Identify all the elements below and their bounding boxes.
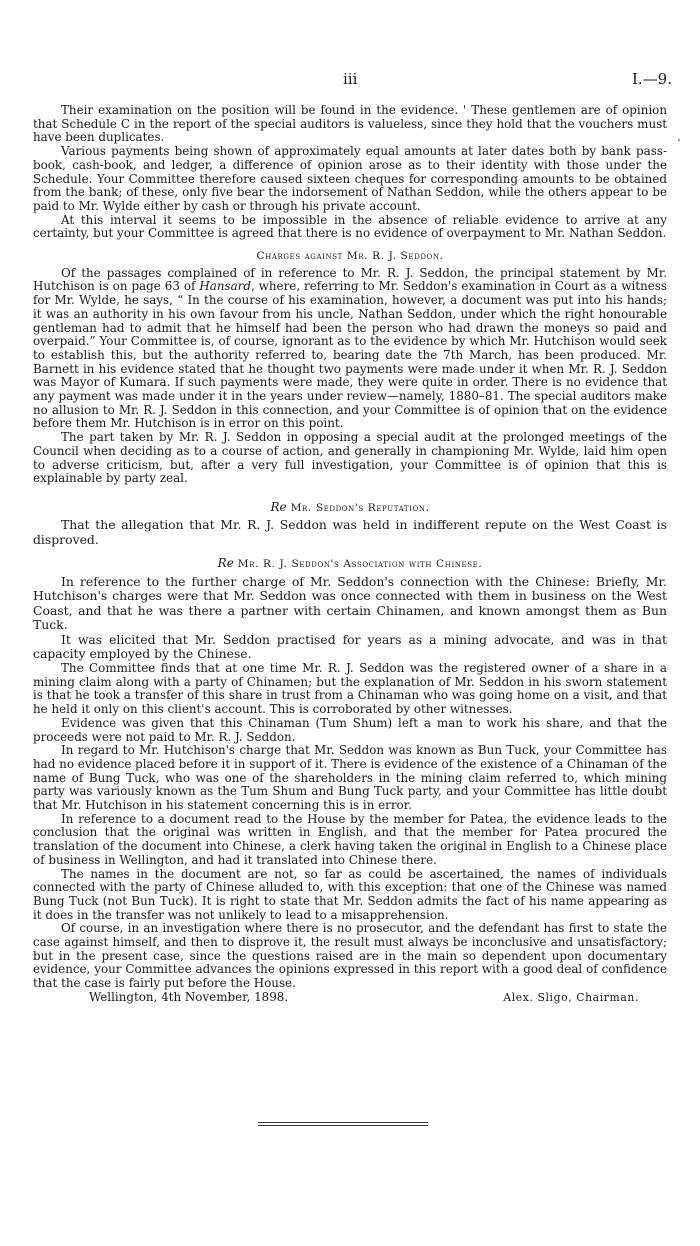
closing-rule-bottom (258, 1125, 428, 1126)
paragraph: In reference to the further charge of Mr. Seddon's connection with the Chinese: Briefly, Mr. Hutchison's charges were that Mr. Seddon was once connected with them in business on the West Coast, and that he was there a partner with certain Chinamen, and known amongst them as Bun Tuck. (33, 573, 667, 633)
lower-sections (33, 500, 667, 662)
chairman-signature: Alex. Sligo, Chairman. (503, 990, 639, 1004)
section-association-chinese (33, 556, 667, 662)
section-heading (33, 556, 667, 572)
paragraph: Their examination on the position will be found in the evidence. ' These gentlemen are of opinion that Schedule C in the report of the special auditors is valueless, since they hold that the vouchers must have been duplicates. (33, 103, 667, 145)
paragraph: In reference to a document read to the House by the member for Patea, the evidence leads to the conclusion that the original was written in English, and that the member for Patea procured the translation of the document into Chinese, a clerk having taken the original in English to a Chinese place of business in Wellington, and had it translated into Chinese there. (33, 811, 667, 867)
section-auditors-evidence (33, 104, 667, 241)
paragraph: That the allegation that Mr. R. J. Seddon was held in indifferent repute on the West Coast is disproved. (33, 517, 667, 547)
page-header (0, 70, 700, 92)
signature-line (33, 991, 667, 1005)
heading-text: Mr. Seddon's Reputation. (290, 501, 430, 514)
heading-re: Re (270, 499, 287, 514)
section-reputation (33, 500, 667, 548)
closing-rule-top (258, 1122, 428, 1123)
hansard-reference: Hansard (199, 279, 251, 294)
heading-text: Mr. R. J. Seddon's Association with Chinese. (237, 558, 483, 571)
paragraph: It was elicited that Mr. Seddon practised for years as a mining advocate, and was in that capacity employed by the Chinese. (33, 631, 667, 662)
section-charges-against-seddon (33, 250, 667, 486)
paragraph (33, 267, 667, 431)
paragraph: Of course, in an investigation where there is no prosecutor, and the defendant has first to state the case against himself, and then to disprove it, the result must always be inconclusive and unsatisfactory; but in the present case, since the questions raised are in the main so dependent upon documentary evidence, your Committee advances the opinions expressed in this report with a good deal of confidence that the case is fairly put before the House. (33, 921, 667, 991)
paragraph: The part taken by Mr. R. J. Seddon in opposing a special audit at the prolonged meetings of the Council when deciding as to a course of action, and generally in championing Mr. Wylde, laid him open to adverse criticism, but, after a very full investigation, your Committee is of opinion that this is explainable by party zeal. (33, 430, 667, 486)
paragraph-text: Of the passages complained of in reference to Mr. R. J. Seddon, the principal statement by Mr. Hutchison is on page 63 of (33, 265, 667, 294)
section-heading (33, 500, 667, 516)
paragraph: In regard to Mr. Hutchison's charge that Mr. Seddon was known as Bun Tuck, your Committee has had no evidence placed before it in support of it. There is evidence of the existence of a Chinaman of the name of Bung Tuck, who was one of the shareholders in the mining claim referred to, which mining party was variously known as the Tum Shum and Bung Tuck party, and your Committee has little doubt that Mr. Hutchison in his statement concerning this is in error. (33, 743, 667, 813)
paragraph: Evidence was given that this Chinaman (Tum Shum) left a man to work his share, and that the proceeds were not paid to Mr. R. J. Seddon. (33, 715, 667, 744)
heading-re: Re (217, 556, 234, 571)
section-heading (33, 250, 667, 264)
paragraph: At this interval it seems to be impossible in the absence of reliable evidence to arrive at any certainty, but your Committee is agreed that there is no evidence of overpayment to Mr. Nathan Seddon. (33, 212, 667, 241)
report-body (33, 104, 667, 1005)
place-and-date: Wellington, 4th November, 1898. (89, 989, 289, 1004)
margin-mark: . (677, 130, 681, 144)
paragraph: The Committee finds that at one time Mr. R. J. Seddon was the registered owner of a share in a mining claim along with a party of Chinamen; but the explanation of Mr. Seddon in his sworn statement is that he took a transfer of this share in trust from a Chinaman who was going home on a visit, and that he held it only on this client's account. This is corroborated by other witnesses. (33, 660, 667, 717)
heading-text: Charges against Mr. R. J. Seddon. (256, 250, 444, 263)
section-association-continued (33, 662, 667, 1005)
document-reference: I.—9. (631, 70, 672, 88)
paragraph-text: , where, referring to Mr. Seddon's examination in Court as a witness for Mr. Wylde, he says, “ In the course of his examination, however, a document was put into his hands; it was an authority in his own favour from his uncle, Nathan Seddon, under which the right honourable gentleman had to admit that he himself had been the person who had drawn the moneys so paid and overpaid.” Your Committee is, of course, ignorant as to the evidence by which Mr. Hutchison would seek to establish this, but the authority referred to, bearing date the 7th March, has been produced. Mr. Barnett in his evidence stated that he thought two payments were made under it when Mr. R. J. Seddon was Mayor of Kumara. If such payments were made, they were quite in order. There is no evidence that any payment was made under it in the years under review—namely, 1880–81. The special auditors make no allusion to Mr. R. J. Seddon in this connection, and your Committee is of opinion that on the evidence before them Mr. Hutchison is in error on this point. (33, 279, 667, 431)
page-number: iii (343, 70, 358, 88)
paragraph: The names in the document are not, so far as could be ascertained, the names of individuals connected with the party of Chinese alluded to, with this exception: that one of the Chinese was named Bung Tuck (not Bun Tuck). It is right to state that Mr. Seddon admits the fact of his name appearing as it does in the transfer was not unlikely to lead to a misapprehension. (33, 866, 667, 922)
paragraph: Various payments being shown of approximately equal amounts at later dates both by bank pass-book, cash-book, and ledger, a difference of opinion arose as to their identity with those under the Schedule. Your Committee therefore caused sixteen cheques for corresponding amounts to be obtained from the bank; of these, only five bear the indorsement of Nathan Seddon, while the others appear to be paid to Mr. Wylde either by cash or through his private account. (33, 144, 667, 213)
